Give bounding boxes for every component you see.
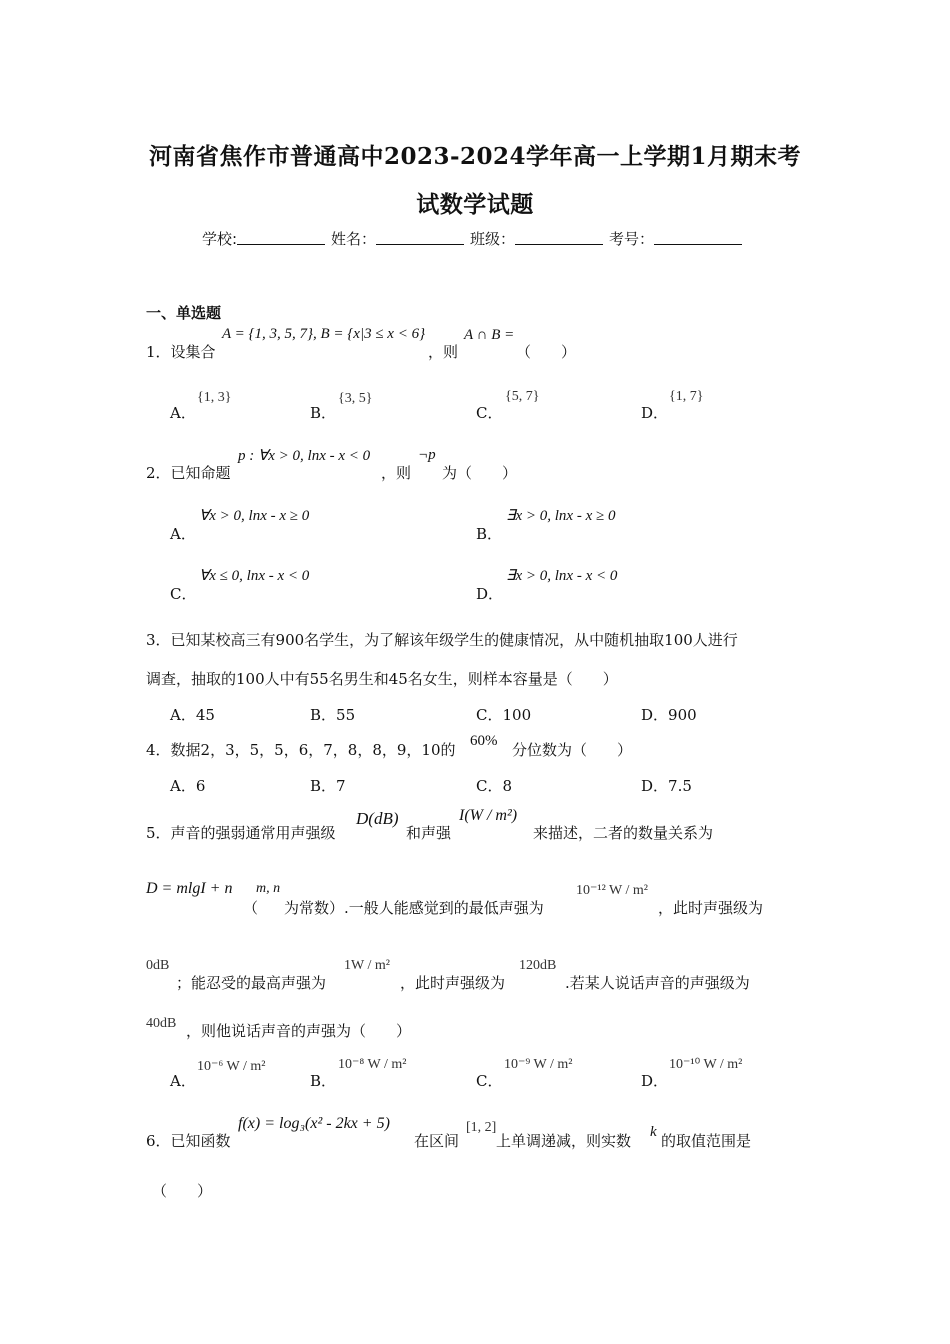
- q3-option-d-text: 900: [668, 706, 697, 724]
- q3-option-c: [476, 704, 531, 725]
- q5-option-b-math: 10⁻⁸ W / m²: [338, 1057, 407, 1072]
- q1-option-a-math: {1, 3}: [197, 390, 232, 405]
- q3-option-c-label: C．: [476, 706, 503, 724]
- q5-math-40dB: 40dB: [146, 1016, 177, 1031]
- q1-option-b-label: B．: [310, 404, 337, 422]
- q6-line2: （ ）: [152, 1182, 213, 1200]
- q3-option-b: [310, 704, 355, 725]
- q3-option-d: [641, 704, 697, 725]
- student-info-line: [0, 228, 950, 249]
- q5-math-min: 10⁻¹² W / m²: [576, 883, 648, 898]
- q5-option-d-label: D．: [641, 1072, 669, 1090]
- q3-option-b-text: 55: [336, 706, 356, 724]
- q6-math-k: k: [650, 1124, 657, 1140]
- q1-option-d-math: {1, 7}: [669, 389, 704, 404]
- q5-text2: 为常数）.一般人能感觉到的最低声强为: [284, 899, 544, 917]
- q2-option-c-label: C．: [170, 585, 197, 603]
- q4-option-d-label: D．: [641, 777, 669, 795]
- name-blank: [376, 230, 464, 245]
- q4-option-c: [476, 775, 512, 796]
- q3-option-d-label: D．: [641, 706, 669, 724]
- exam-title-line2: 试数学试题: [416, 191, 534, 218]
- q4-option-b-label: B．: [310, 777, 337, 795]
- q1-suffix: （ ）: [516, 343, 577, 361]
- q5-math-120dB: 120dB: [519, 958, 557, 973]
- q4-option-a-label: A．: [170, 777, 196, 795]
- name-label: 姓名：: [331, 230, 377, 248]
- school-blank: [237, 230, 325, 245]
- q5-math-D: D(dB): [356, 809, 399, 828]
- q1-math-sets: A = {1, 3, 5, 7}, B = {x|3 ≤ x < 6}: [222, 326, 426, 342]
- q2-mid: ，则: [381, 464, 412, 482]
- q6-math-f: f(x) = log₃(x² - 2kx + 5): [238, 1115, 390, 1132]
- q3-option-a-label: A．: [170, 706, 196, 724]
- q1-option-c-label: C．: [476, 404, 503, 422]
- q3-line2: 调查，抽取的100人中有55名男生和45名女生，则样本容量是（ ）: [146, 670, 618, 688]
- q2-option-d-label: D．: [476, 585, 504, 603]
- section-title: 一、单选题: [146, 304, 222, 322]
- q2-option-a-math: ∀x > 0, lnx - x ≥ 0: [199, 508, 310, 524]
- q4-option-b: [310, 775, 346, 796]
- q4-prefix: 4．数据2，3，5，5，6，7，8，8，9，10的: [146, 741, 456, 759]
- q2-prefix: 2．已知命题: [146, 464, 231, 482]
- q1-math-intersection: A ∩ B =: [464, 327, 515, 343]
- q4-option-a-text: 6: [195, 777, 206, 795]
- q4-option-c-label: C．: [476, 777, 503, 795]
- q2-option-c-math: ∀x ≤ 0, lnx - x < 0: [199, 568, 310, 584]
- q3-line1: 3．已知某校高三有900名学生，为了解该年级学生的健康情况，从中随机抽取100人进行: [146, 631, 738, 649]
- q5-text6: .若某人说话声音的声强级为: [565, 974, 750, 992]
- q6-prefix: 6．已知函数: [146, 1132, 231, 1150]
- q5-option-c-math: 10⁻⁹ W / m²: [504, 1057, 573, 1072]
- q4-math: 60%: [470, 733, 498, 749]
- q3-option-c-text: 100: [502, 706, 532, 724]
- q5-option-b-label: B．: [310, 1072, 337, 1090]
- q2-option-b-math: ∃x > 0, lnx - x ≥ 0: [506, 508, 616, 524]
- q1-option-c-math: {5, 7}: [505, 389, 540, 404]
- q5-math-0dB: 0dB: [146, 958, 170, 973]
- q5-option-a-label: A．: [170, 1072, 196, 1090]
- class-label: 班级：: [470, 230, 516, 248]
- q5-option-c-label: C．: [476, 1072, 503, 1090]
- q6-suffix: 的取值范围是: [661, 1132, 752, 1150]
- q5-text5: ，此时声强级为: [400, 974, 506, 992]
- q5-suffix1: 来描述，二者的数量关系为: [533, 824, 714, 842]
- id-label: 考号：: [609, 230, 655, 248]
- id-blank: [654, 230, 742, 245]
- q4-suffix: 分位数为（ ）: [512, 741, 633, 759]
- q3-option-a: [170, 704, 215, 725]
- q2-option-a-label: A．: [170, 525, 196, 543]
- q6-math-interval: [1, 2]: [466, 1120, 497, 1135]
- q1-option-a-label: A．: [170, 404, 196, 422]
- q5-paren-open: （: [243, 899, 259, 917]
- q5-prefix: 5．声音的强弱通常用声强级: [146, 824, 336, 842]
- q5-math-formula: D = mlgI + n: [146, 880, 233, 897]
- q5-mid1: 和声强: [406, 824, 452, 842]
- q6-mid2: 上单调递减，则实数: [496, 1132, 632, 1150]
- q5-math-mn: m, n: [256, 881, 281, 896]
- q1-prefix: 1．设集合: [146, 343, 216, 361]
- q5-math-max: 1W / m²: [344, 958, 390, 973]
- q1-mid: ，则: [428, 343, 459, 361]
- q5-option-d-math: 10⁻¹⁰ W / m²: [669, 1057, 743, 1072]
- q1-option-d-label: D．: [641, 404, 669, 422]
- q5-text7: ，则他说话声音的声强为（ ）: [186, 1022, 412, 1040]
- q6-mid1: 在区间: [414, 1132, 460, 1150]
- exam-title-line1: 河南省焦作市普通高中2023-2024学年高一上学期1月期末考: [148, 143, 802, 170]
- q2-math-p: p : ∀x > 0, lnx - x < 0: [238, 448, 371, 464]
- school-label: 学校:: [201, 230, 237, 248]
- q3-option-b-label: B．: [310, 706, 337, 724]
- q4-option-d-text: 7.5: [668, 777, 692, 795]
- q3-option-a-text: 45: [195, 706, 215, 724]
- q4-option-b-text: 7: [336, 777, 346, 795]
- q2-math-notp: ¬p: [418, 447, 436, 463]
- q2-suffix: 为（ ）: [442, 464, 518, 482]
- q4-option-c-text: 8: [502, 777, 513, 795]
- q4-option-d: [641, 775, 692, 796]
- q2-option-d-math: ∃x > 0, lnx - x < 0: [506, 568, 618, 584]
- q5-text4: ；能忍受的最高声强为: [176, 974, 327, 992]
- q5-text3: ，此时声强级为: [658, 899, 764, 917]
- q5-math-I: I(W / m²): [459, 807, 518, 824]
- q2-option-b-label: B．: [476, 525, 503, 543]
- q1-option-b-math: {3, 5}: [338, 391, 373, 406]
- class-blank: [515, 230, 603, 245]
- q5-option-a-math: 10⁻⁶ W / m²: [197, 1059, 266, 1074]
- q4-option-a: [170, 775, 205, 796]
